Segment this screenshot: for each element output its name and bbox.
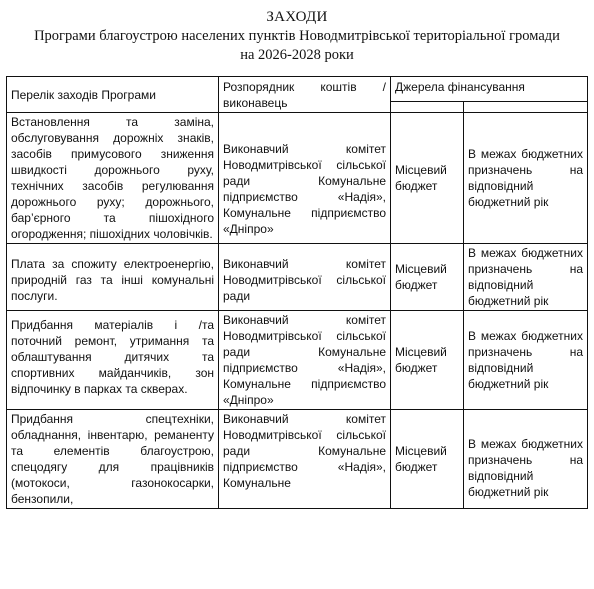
row-executor: Виконавчий комітет Новодмитрівської сільської ради <box>219 244 391 311</box>
table-header-row <box>7 77 588 102</box>
row-funding-limit: В межах бюджетних призначень на відповідний бюджетний рік <box>464 113 588 244</box>
row-executor: Виконавчий комітет Новодмитрівської сільської ради Комунальне підприємство «Надія», Комунальне <box>219 410 391 509</box>
document-heading <box>0 8 594 65</box>
row-funding-source: Місцевий бюджет <box>391 113 464 244</box>
document-subtitle-line2: на 2026-2028 роки <box>240 47 354 63</box>
row-executor: Виконавчий комітет Новодмитрівської сільської ради Комунальне підприємство «Надія», Комунальне підприємство «Дніпро» <box>219 113 391 244</box>
row-funding-source: Місцевий бюджет <box>391 311 464 410</box>
row-funding-source: Місцевий бюджет <box>391 244 464 311</box>
header-funding-source <box>391 101 464 112</box>
row-funding-limit: В межах бюджетних призначень на відповідний бюджетний рік <box>464 311 588 410</box>
header-funding-limit <box>464 101 588 112</box>
header-funding: Джерела фінансування <box>391 77 588 102</box>
row-executor: Виконавчий комітет Новодмитрівської сільської ради Комунальне підприємство «Надія», Комунальне підприємство «Дніпро» <box>219 311 391 410</box>
document-subtitle-line1: Програми благоустрою населених пунктів Новодмитрівської територіальної громади <box>34 28 560 44</box>
table-row <box>7 113 588 244</box>
table-row <box>7 410 588 509</box>
row-funding-limit: В межах бюджетних призначень на відповідний бюджетний рік <box>464 244 588 311</box>
row-funding-limit: В межах бюджетних призначень на відповідний бюджетний рік <box>464 410 588 509</box>
header-executor: Розпорядник коштів / виконавець <box>219 77 391 113</box>
row-measure: Плата за спожиту електроенергію, природній газ та інші комунальні послуги. <box>7 244 219 311</box>
row-measure: Придбання матеріалів і /та поточний ремонт, утримання та облаштування дитячих та спортивних майданчиків, зон відпочинку в парках та скверах. <box>7 311 219 410</box>
row-measure: Придбання спецтехніки, обладнання, інвентарю, реманенту та елементів благоустрою, спецодягу для працівників (мотокоси, газонокосарки, бензопили, <box>7 410 219 509</box>
document-title: ЗАХОДИ <box>266 9 328 25</box>
row-measure: Встановлення та заміна, обслуговування дорожніх знаків, засобів примусового зниження швидкості дорожнього руху, технічних засобів регулювання дорожнього руху; дорожнього, бар’єрного та пішохідного огородження; пішохідних чоловічків. <box>7 113 219 244</box>
measures-table <box>6 76 588 509</box>
table-row <box>7 244 588 311</box>
header-measures: Перелік заходів Програми <box>7 77 219 113</box>
table-row <box>7 311 588 410</box>
row-funding-source: Місцевий бюджет <box>391 410 464 509</box>
